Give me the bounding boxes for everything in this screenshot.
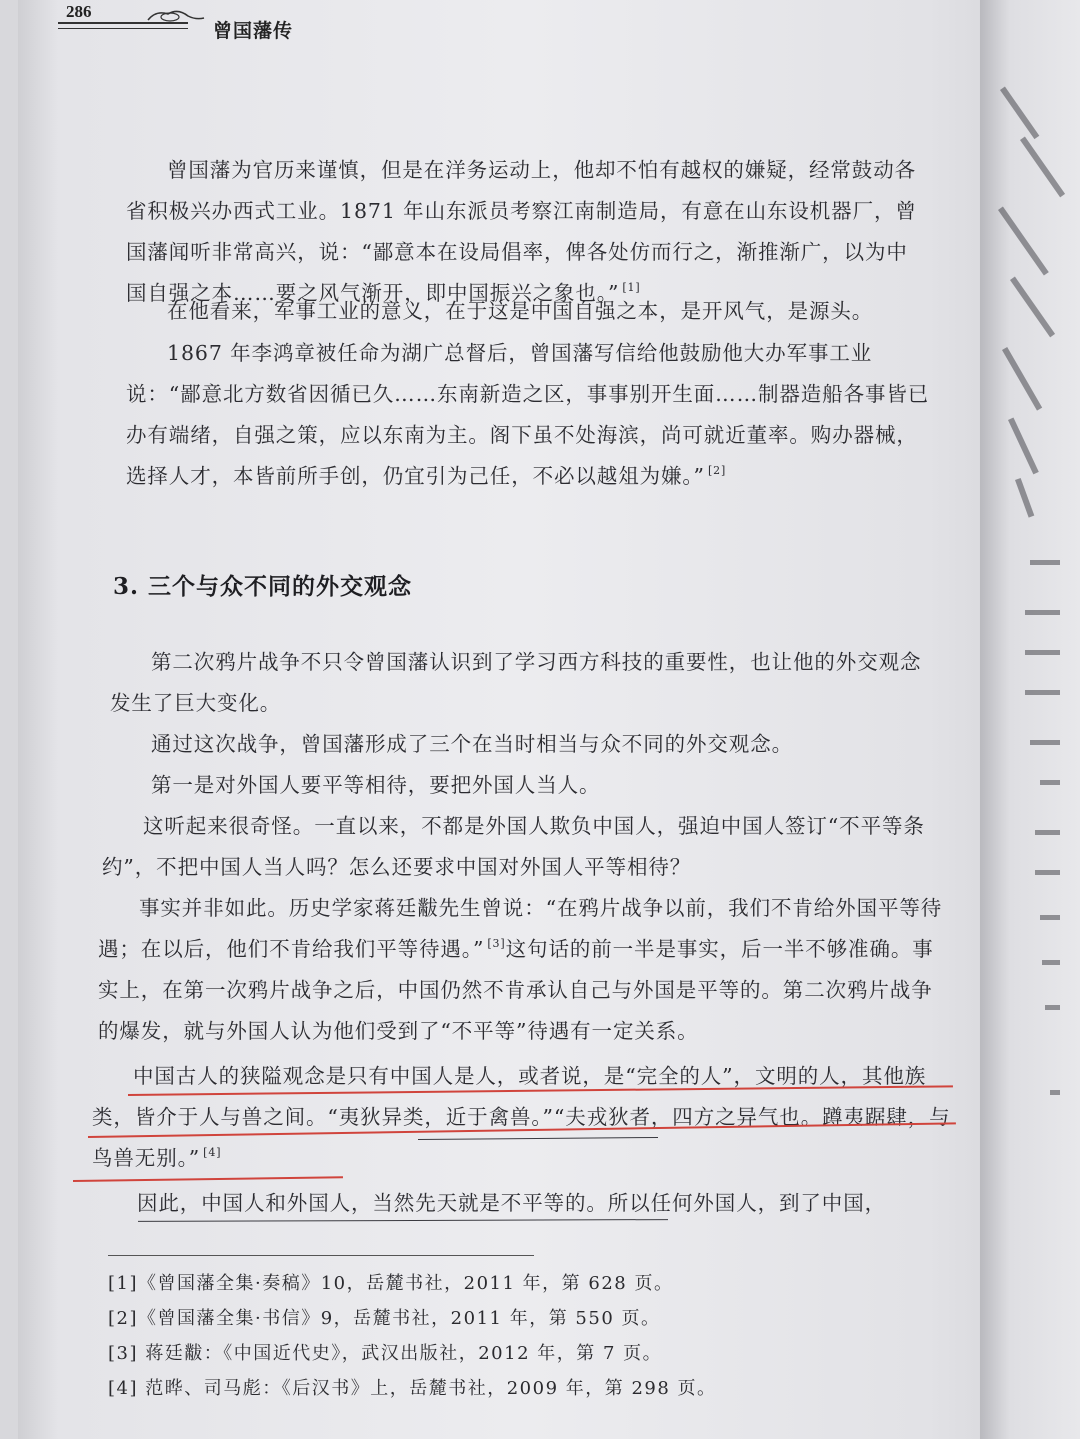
paragraph-8: 事实并非如此。历史学家蒋廷黻先生曾说：“在鸦片战争以前，我们不肯给外国平等待遇；在以后，他们不肯给我们平等待遇。” [3]这句话的前一半是事实，后一半不够准确。事实上，在第一次鸦片战争之后，中国仍然不肯承认自己与外国是平等的。第二次鸦片战争的爆发，就与外国人认为他们受到了“不平等”待遇有一定关系。: [98, 896, 943, 1043]
footnote-ref-2: [2]: [707, 464, 727, 477]
paragraph-4: 第二次鸦片战争不只令曾国藩认识到了学习西方科技的重要性，也让他的外交观念发生了巨大变化。: [110, 650, 922, 715]
footnote-ref-1: [1]: [622, 281, 641, 294]
paragraph-3: 1867 年李鸿章被任命为湖广总督后，曾国藩写信给他鼓励他大办军事工业说：“鄙意北方数省因循已久……东南新造之区，事事别开生面……制器造船各事皆已办有端绪，自强之策，应以东南为主。阁下虽不处海滨，尚可就近董率。购办器械，选择人才，本皆前所手创，仍宜引为己任，不必以越俎为嫌。” [2]: [126, 341, 930, 488]
page-header: [18, 0, 1018, 42]
facing-page-texture: [980, 0, 1080, 1439]
book-page: [18, 0, 1028, 1439]
footnote-4: [4] 范晔、司马彪：《后汉书》上，岳麓书社，2009 年，第 298 页。: [108, 1378, 717, 1399]
paragraph-1: 曾国藩为官历来谨慎，但是在洋务运动上，他却不怕有越权的嫌疑，经常鼓动各省积极兴办西式工业。1871 年山东派员考察江南制造局，有意在山东设机器厂，曾国藩闻听非常高兴，说：“鄙意本在设局倡率，俾各处仿而行之，渐推渐广，以为中国自强之本……要之风气渐开，即中国振兴之象也。” [1]: [126, 158, 917, 305]
footnote-3: [3] 蒋廷黻：《中国近代史》，武汉出版社，2012 年，第 7 页。: [108, 1343, 663, 1364]
paragraph-6: 第一是对外国人要平等相待，要把外国人当人。: [151, 773, 601, 797]
paragraph-2: 在他看来，军事工业的意义，在于这是中国自强之本，是开风气，是源头。: [167, 299, 874, 323]
facing-page-edge: [980, 0, 1080, 1439]
page-number: 286: [66, 2, 92, 21]
book-title: 曾国藩传: [213, 20, 294, 42]
paragraph-9-highlighted: 中国古人的狭隘观念是只有中国人是人，或者说，是“完全的人”，文明的人，其他族类，皆介于人与兽之间。“夷狄异类，近于禽兽。”“夫戎狄者，四方之异气也。蹲夷踞肆，与鸟兽无别。” [4]: [92, 1064, 951, 1170]
paragraph-10: 因此，中国人和外国人，当然先天就是不平等的。所以任何外国人，到了中国，: [137, 1191, 886, 1215]
footnote-ref-4: [4]: [203, 1146, 222, 1159]
footnote-ref-3: [3]: [487, 937, 506, 950]
footnote-2: [2]《曾国藩全集·书信》9，岳麓书社，2011 年，第 550 页。: [108, 1308, 661, 1329]
footnote-1: [1]《曾国藩全集·奏稿》10，岳麓书社，2011 年，第 628 页。: [108, 1273, 674, 1294]
paragraph-5: 通过这次战争，曾国藩形成了三个在当时相当与众不同的外交观念。: [151, 732, 793, 756]
footnote-rule: [108, 1255, 534, 1256]
header-ornament-icon: [146, 6, 206, 24]
paragraph-7: 这听起来很奇怪。一直以来，不都是外国人欺负中国人，强迫中国人签订“不平等条约”，不把中国人当人吗？怎么还要求中国对外国人平等相待？: [102, 814, 925, 879]
section-heading: 3. 三个与众不同的外交观念: [113, 573, 413, 600]
